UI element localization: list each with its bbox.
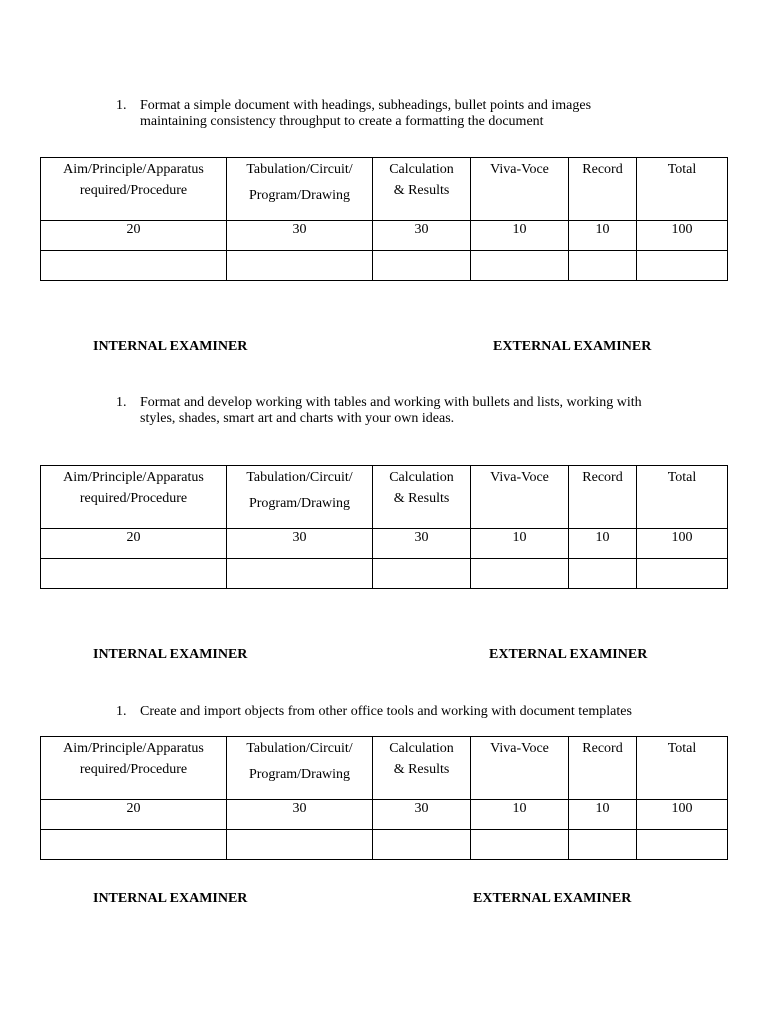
- header-total: Total: [637, 158, 728, 221]
- table-row: [41, 559, 728, 589]
- mark-tabulation: 30: [227, 221, 373, 251]
- internal-examiner-label: INTERNAL EXAMINER: [93, 339, 248, 354]
- task-number: 1.: [116, 98, 127, 113]
- task-text: Format and develop working with tables and working with bullets and lists, working with styles, shades, smart art and charts with your own ideas.: [140, 395, 642, 426]
- header-total: Total: [637, 737, 728, 800]
- mark-total: 100: [637, 529, 728, 559]
- score-cell[interactable]: [373, 251, 471, 281]
- task-number: 1.: [116, 395, 127, 410]
- header-record: Record: [569, 737, 637, 800]
- header-viva: Viva-Voce: [471, 737, 569, 800]
- score-cell[interactable]: [373, 559, 471, 589]
- internal-examiner-label: INTERNAL EXAMINER: [93, 647, 248, 662]
- header-tabulation: Tabulation/Circuit/ Program/Drawing: [227, 466, 373, 529]
- mark-viva: 10: [471, 800, 569, 830]
- header-calculation: Calculation & Results: [373, 466, 471, 529]
- table-row: [41, 800, 728, 830]
- task-number: 1.: [116, 704, 127, 719]
- mark-calculation: 30: [373, 800, 471, 830]
- score-cell[interactable]: [227, 251, 373, 281]
- header-aim: Aim/Principle/Apparatus required/Procedure: [41, 158, 227, 221]
- external-examiner-label: EXTERNAL EXAMINER: [493, 339, 652, 354]
- table-header-row: [41, 737, 728, 800]
- score-cell[interactable]: [471, 251, 569, 281]
- header-total: Total: [637, 466, 728, 529]
- mark-aim: 20: [41, 800, 227, 830]
- header-tabulation: Tabulation/Circuit/ Program/Drawing: [227, 737, 373, 800]
- header-aim: Aim/Principle/Apparatus required/Procedure: [41, 737, 227, 800]
- mark-total: 100: [637, 221, 728, 251]
- task-1: [116, 98, 656, 130]
- mark-viva: 10: [471, 221, 569, 251]
- mark-aim: 20: [41, 221, 227, 251]
- score-cell[interactable]: [471, 559, 569, 589]
- task-3: [116, 704, 656, 720]
- score-cell[interactable]: [569, 251, 637, 281]
- marks-table: [40, 736, 728, 860]
- header-record: Record: [569, 466, 637, 529]
- table-row: [41, 221, 728, 251]
- mark-calculation: 30: [373, 221, 471, 251]
- score-cell[interactable]: [569, 830, 637, 860]
- header-viva: Viva-Voce: [471, 466, 569, 529]
- mark-record: 10: [569, 800, 637, 830]
- header-calculation: Calculation & Results: [373, 737, 471, 800]
- table-row: [41, 830, 728, 860]
- table-header-row: [41, 466, 728, 529]
- header-record: Record: [569, 158, 637, 221]
- header-calculation: Calculation & Results: [373, 158, 471, 221]
- marks-table: [40, 157, 728, 281]
- table-row: [41, 529, 728, 559]
- header-tabulation: Tabulation/Circuit/ Program/Drawing: [227, 158, 373, 221]
- mark-viva: 10: [471, 529, 569, 559]
- external-examiner-label: EXTERNAL EXAMINER: [473, 891, 632, 906]
- internal-examiner-label: INTERNAL EXAMINER: [93, 891, 248, 906]
- score-cell[interactable]: [41, 830, 227, 860]
- task-2: [116, 395, 656, 427]
- score-cell[interactable]: [41, 559, 227, 589]
- score-cell[interactable]: [637, 559, 728, 589]
- mark-tabulation: 30: [227, 800, 373, 830]
- table-row: [41, 251, 728, 281]
- mark-record: 10: [569, 221, 637, 251]
- marks-table: [40, 465, 728, 589]
- score-cell[interactable]: [373, 830, 471, 860]
- score-cell[interactable]: [637, 251, 728, 281]
- task-text: Create and import objects from other office tools and working with document templates: [140, 704, 632, 719]
- mark-aim: 20: [41, 529, 227, 559]
- mark-tabulation: 30: [227, 529, 373, 559]
- score-cell[interactable]: [637, 830, 728, 860]
- score-cell[interactable]: [41, 251, 227, 281]
- score-cell[interactable]: [227, 559, 373, 589]
- header-viva: Viva-Voce: [471, 158, 569, 221]
- score-cell[interactable]: [569, 559, 637, 589]
- external-examiner-label: EXTERNAL EXAMINER: [489, 647, 648, 662]
- score-cell[interactable]: [227, 830, 373, 860]
- header-aim: Aim/Principle/Apparatus required/Procedure: [41, 466, 227, 529]
- mark-calculation: 30: [373, 529, 471, 559]
- mark-total: 100: [637, 800, 728, 830]
- task-text: Format a simple document with headings, subheadings, bullet points and images maintaining consistency throughput to create a formatting the document: [140, 98, 592, 129]
- table-header-row: [41, 158, 728, 221]
- mark-record: 10: [569, 529, 637, 559]
- score-cell[interactable]: [471, 830, 569, 860]
